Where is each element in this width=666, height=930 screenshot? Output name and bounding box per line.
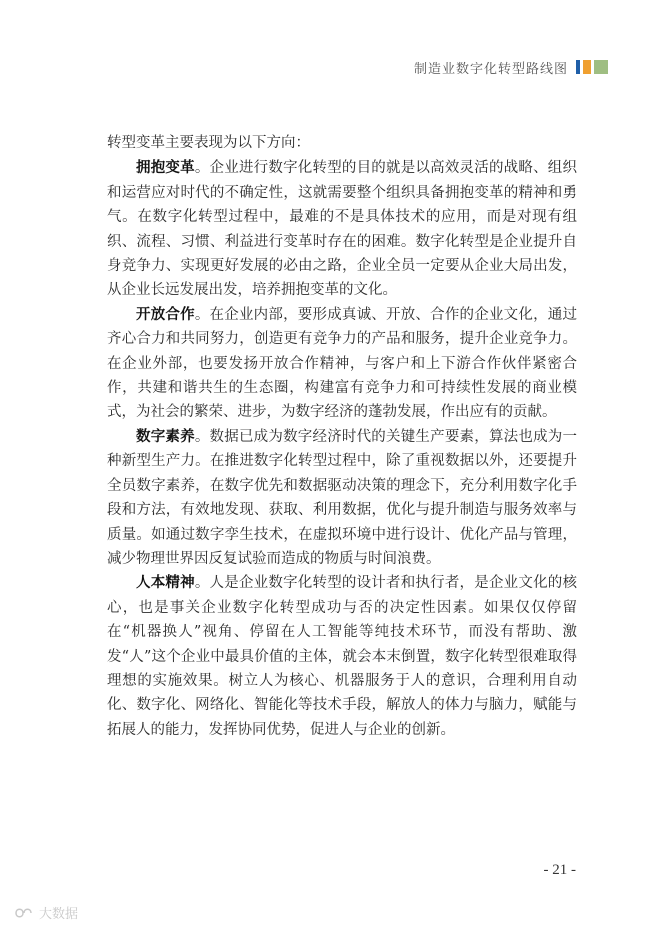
section-text: 。在企业内部，要形成真诚、开放、合作的企业文化，通过齐心合力和共同努力，创造更有竞争力的产品和服务，提升企业竞争力。在企业外部，也要发扬开放合作精神，与客户和上下游合作伙伴紧密合作，共建和谐共生的生态圈，构建富有竞争力和可持续性发展的商业模式，为社会的繁荣、进步，为数字经济的蓬勃发展，作出应有的贡献。 [107, 306, 577, 421]
section-keyword: 拥抱变革 [136, 159, 195, 177]
running-header [414, 56, 608, 78]
section-keyword: 开放合作 [136, 305, 195, 323]
header-orange-bar [583, 60, 591, 74]
header-green-bar [594, 60, 608, 74]
section-text: 。企业进行数字化转型的目的就是以高效灵活的战略、组织和运营应对时代的不确定性，这就需要整个组织具备拥抱变革的精神和勇气。在数字化转型过程中，最难的不是具体技术的应用，而是对现有组织、流程、习惯、利益进行变革时存在的困难。数字化转型是企业提升自身竞争力、实现更好发展的必由之路，企业全员一定要从企业大局出发，从企业长远发展出发，培养拥抱变革的文化。 [107, 160, 577, 299]
section-keyword: 人本精神 [136, 574, 195, 592]
section-paragraph-digital-literacy [107, 425, 577, 571]
section-text: 。人是企业数字化转型的设计者和执行者，是企业文化的核心，也是事关企业数字化转型成功与否的决定性因素。如果仅仅停留在“机器换人”视角、停留在人工智能等纯技术环节，而没有帮助、激发“人”这个企业中最具价值的主体，就会本末倒置，数字化转型很难取得理想的实施效果。树立人为核心、机器服务于人的意识，合理利用自动化、数字化、网络化、智能化等技术手段，解放人的体力与脑力，赋能与拓展人的能力，发挥协同优势，促进人与企业的创新。 [107, 575, 577, 738]
page-body [107, 131, 577, 742]
intro-line: 转型变革主要表现为以下方向： [107, 135, 310, 151]
watermark-text: 大数据 [39, 907, 79, 922]
watermark-logo-icon [14, 906, 36, 920]
watermark [14, 903, 78, 922]
section-paragraph-open-cooperation [107, 303, 577, 425]
section-paragraph-embrace-change [107, 156, 577, 302]
section-paragraph-humanistic-spirit [107, 571, 577, 742]
page-number: - 21 - [543, 862, 576, 878]
book-title: 制造业数字化转型路线图 [413, 61, 568, 77]
section-keyword: 数字素养 [136, 427, 195, 445]
header-blue-bar [576, 60, 580, 74]
section-text: 。数据已成为数字经济时代的关键生产要素，算法也成为一种新型生产力。在推进数字化转型过程中，除了重视数据以外，还要提升全员数字素养，在数字优先和数据驱动决策的理念下，充分利用数字化手段和方法，有效地发现、获取、利用数据，优化与提升制造与服务效率与质量。如通过数字孪生技术，在虚拟环境中进行设计、优化产品与管理，减少物理世界因反复试验而造成的物质与时间浪费。 [107, 428, 577, 567]
